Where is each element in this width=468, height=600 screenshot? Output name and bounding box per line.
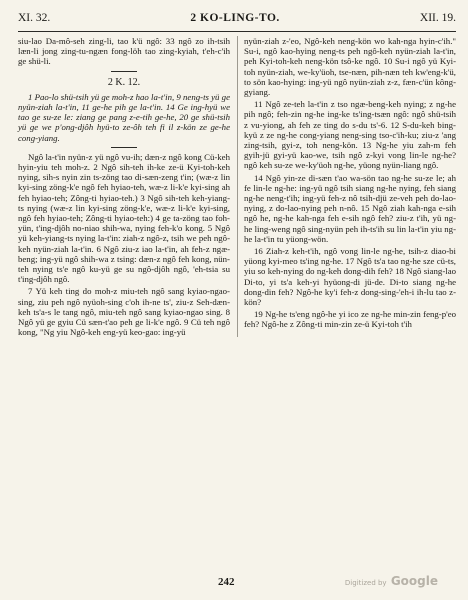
google-logo: Google bbox=[390, 574, 438, 588]
digitized-watermark bbox=[345, 574, 438, 588]
column-divider bbox=[237, 36, 238, 337]
header-left-ref: XI. 32. bbox=[18, 12, 51, 24]
book-page bbox=[18, 12, 456, 590]
verse-paragraph: 14 Ngô yin-ze di-sæn t'ao wa-sön tao ng-he su-ze le; ah fe lin-le ng-he: ing-yü ngô tsih siang ng-he nying, feh siang ng-he neng-t'ih; ing-yü feh-z nô tsih-djü ze-veh peh do-lao-nying, z do-lao-nying peh n-nô. 15 Ngô ziah kah-nga e-sih ngô he, ng-he kah-nga feh e-sih ngô feh? ziu-z t'ih, yü ng-he ling-weng ngô sing-nyün peh ih-ts'ih su lin la-t'in yiu ng-he la-t'in tu yüong-wön. bbox=[244, 172, 456, 244]
verse-paragraph: nyün-ziah z-'eo, Ngô-keh neng-kön wo kah-nga hyin-c'ih." Su-i, ngô kao-hying neng-ts peh ngô-keh nyün-ziah la-t'in, peh Kyi-toh-keh neng-kön tsô-ke ngô. 10 Su-i ngô yü Kyi-toh nyün-ziah, we-ky'üoh, tse-næn, pih-næn teh kw'eng-k'ü, to sön kao-hying: ing-yü ngô nyün-ziah z-z, fæn-c'ün kông-gyiang. bbox=[244, 36, 456, 98]
left-column bbox=[18, 36, 230, 337]
section-rule bbox=[111, 71, 137, 72]
page-footer bbox=[18, 572, 456, 588]
header-title: 2 KO-LING-TO. bbox=[190, 12, 280, 24]
verse-paragraph: siu-lao Da-mô-seh zing-li, tao k'ü ngô: 33 ngô zo ih-tsih læn-li jong zing-tu-ngæn fong-löh tao zing-kyiah, t'eh-c'ih ge shü-li. bbox=[18, 36, 230, 67]
summary-rule bbox=[111, 147, 137, 148]
watermark-text: Digitized by bbox=[344, 579, 387, 587]
text-columns bbox=[18, 36, 456, 337]
verse-paragraph: 16 Ziah-z keh-t'ih, ngô vong lin-le ng-he, tsih-z diao-bi yüong kyi-meo ts'ing ng-he. 17 Ngô ts'a tao ng-he sze cü-ts, yiu so keh-nying do ng-keh dong-dih feh? 18 Ngô siang-lao Di-to, yi ts'a keh-yi hyüong-di jü-de. Di-to siang ng-he dong-din feh? Ngô-he ky'i feh-z dong-sing-'eh-i ih-lu tao z-kön? bbox=[244, 246, 456, 308]
header-rule bbox=[18, 31, 456, 32]
right-column bbox=[244, 36, 456, 337]
header-right-ref: XII. 19. bbox=[419, 12, 456, 24]
running-header bbox=[18, 12, 456, 28]
verse-paragraph: 19 Ng-he ts'eng ngô-he yi ico ze ng-he min-zin feng-p'eo feh? Ngô-he z Zông-ti min-zin ze-ü Kyi-toh t'ih bbox=[244, 309, 456, 330]
verse-paragraph: 7 Yü keh ting do moh-z miu-teh ngô sang kyiao-ngao-sing, ziu peh ngô nyüoh-sing c'oh ih-ne ts', ziu-z Seh-dæn-keh ts'a-s le tang ngô, miu-teh ngô sang kyiao-ngao sing. 8 Ngô yü ge gyiu Cü sæn-t'ao peh ge li-k'e ngô. 9 Cü teh ngô kong, "Ng yiu Ngô-keh eng-yü keo-gao: ing-yü bbox=[18, 286, 230, 338]
verse-paragraph: 11 Ngô ze-teh la-t'in z tso ngæ-beng-keh nying; z ng-he pih ngô; feh-zin ng-he ing-ke ts'ing-tsæn ngô: ngô shü-tsih z vu-yiong, ah feh ze ting do s-du ts'-6. 12 S-du-keh bing-kyü z ze ng-he cong-yiang neng-sing tso-c'ih-ku; ziu-z 'ang zing-tsih, gyi-z, toh neng-kön. 13 Ng-he yiu zah-m feh gyih-jü gyi-yü kao-we, tsih ngô z-kyi vong lin-le ng-he? ngô keh su-ze we-ky'üoh ng-he, yüong nyün-liang ngô. bbox=[244, 99, 456, 171]
verse-paragraph: Ngô la-t'in nyün-z yü ngô vu-ih; dæn-z ngô kong Cü-keh hyin-yiu teh moh-z. 2 Ngô sih-teh ih-ke ze-ü Kyi-toh-keh nying, sih-s nyin zin ts-zöng tao di-sæn-zeng t'in; (wæ-z lin kyi-sing zöng-k'e ngô feh hyiao-teh, wæ-z li-k'e kyi-sing ah feh hyiao-teh; Zông-ti hyiao-teh.) 3 Ngô sih-teh keh-yiang-ts nying (wæ-z lin kyi-sing zöng-k'e, wæ-z li-k'e kyi-sing, ngô feh hyiao-teh; Zông-ti hyiao-teh:) 4 ge ta-zöng tao foh-yün, t'ing-djôh no-niao shih-wa, nying feh-k'o kong. 5 Ngô yü keh-yiang-ts nying la-t'in: ziah-z ngô-z, tsih we peh ngô-keh nyün-ziah la-t'in. 6 Ngô ziu-z iao la-t'in, ah feh-z ngæ-beng; ing-yü ngô shih-wa z tsing: dæn-z ngô feh kong, nün-teh nying ts'e ngô ku-yü ge su ngô-djôh ngô, 'eh-tsia su t'ing-djôh ngô. bbox=[18, 151, 230, 285]
chapter-heading: 2 K. 12. bbox=[107, 76, 141, 88]
chapter-summary: 1 Pao-lo shü-tsih yü ge moh-z hao la-t'in, 9 neng-ts yü ge nyün-ziah la-t'in, 11 ge-he pih ge la-t'in. 14 Ge ing-hyü we tao ge su-ze le: ziang ge pang z-e-tih ge-he, 20 ge shü-tsih yü ge we p'ong-djôh hyü-to ze-ôh teh fi il z-kön ze ge-he cong-yiang. bbox=[18, 91, 230, 143]
page-number: 242 bbox=[218, 576, 235, 588]
